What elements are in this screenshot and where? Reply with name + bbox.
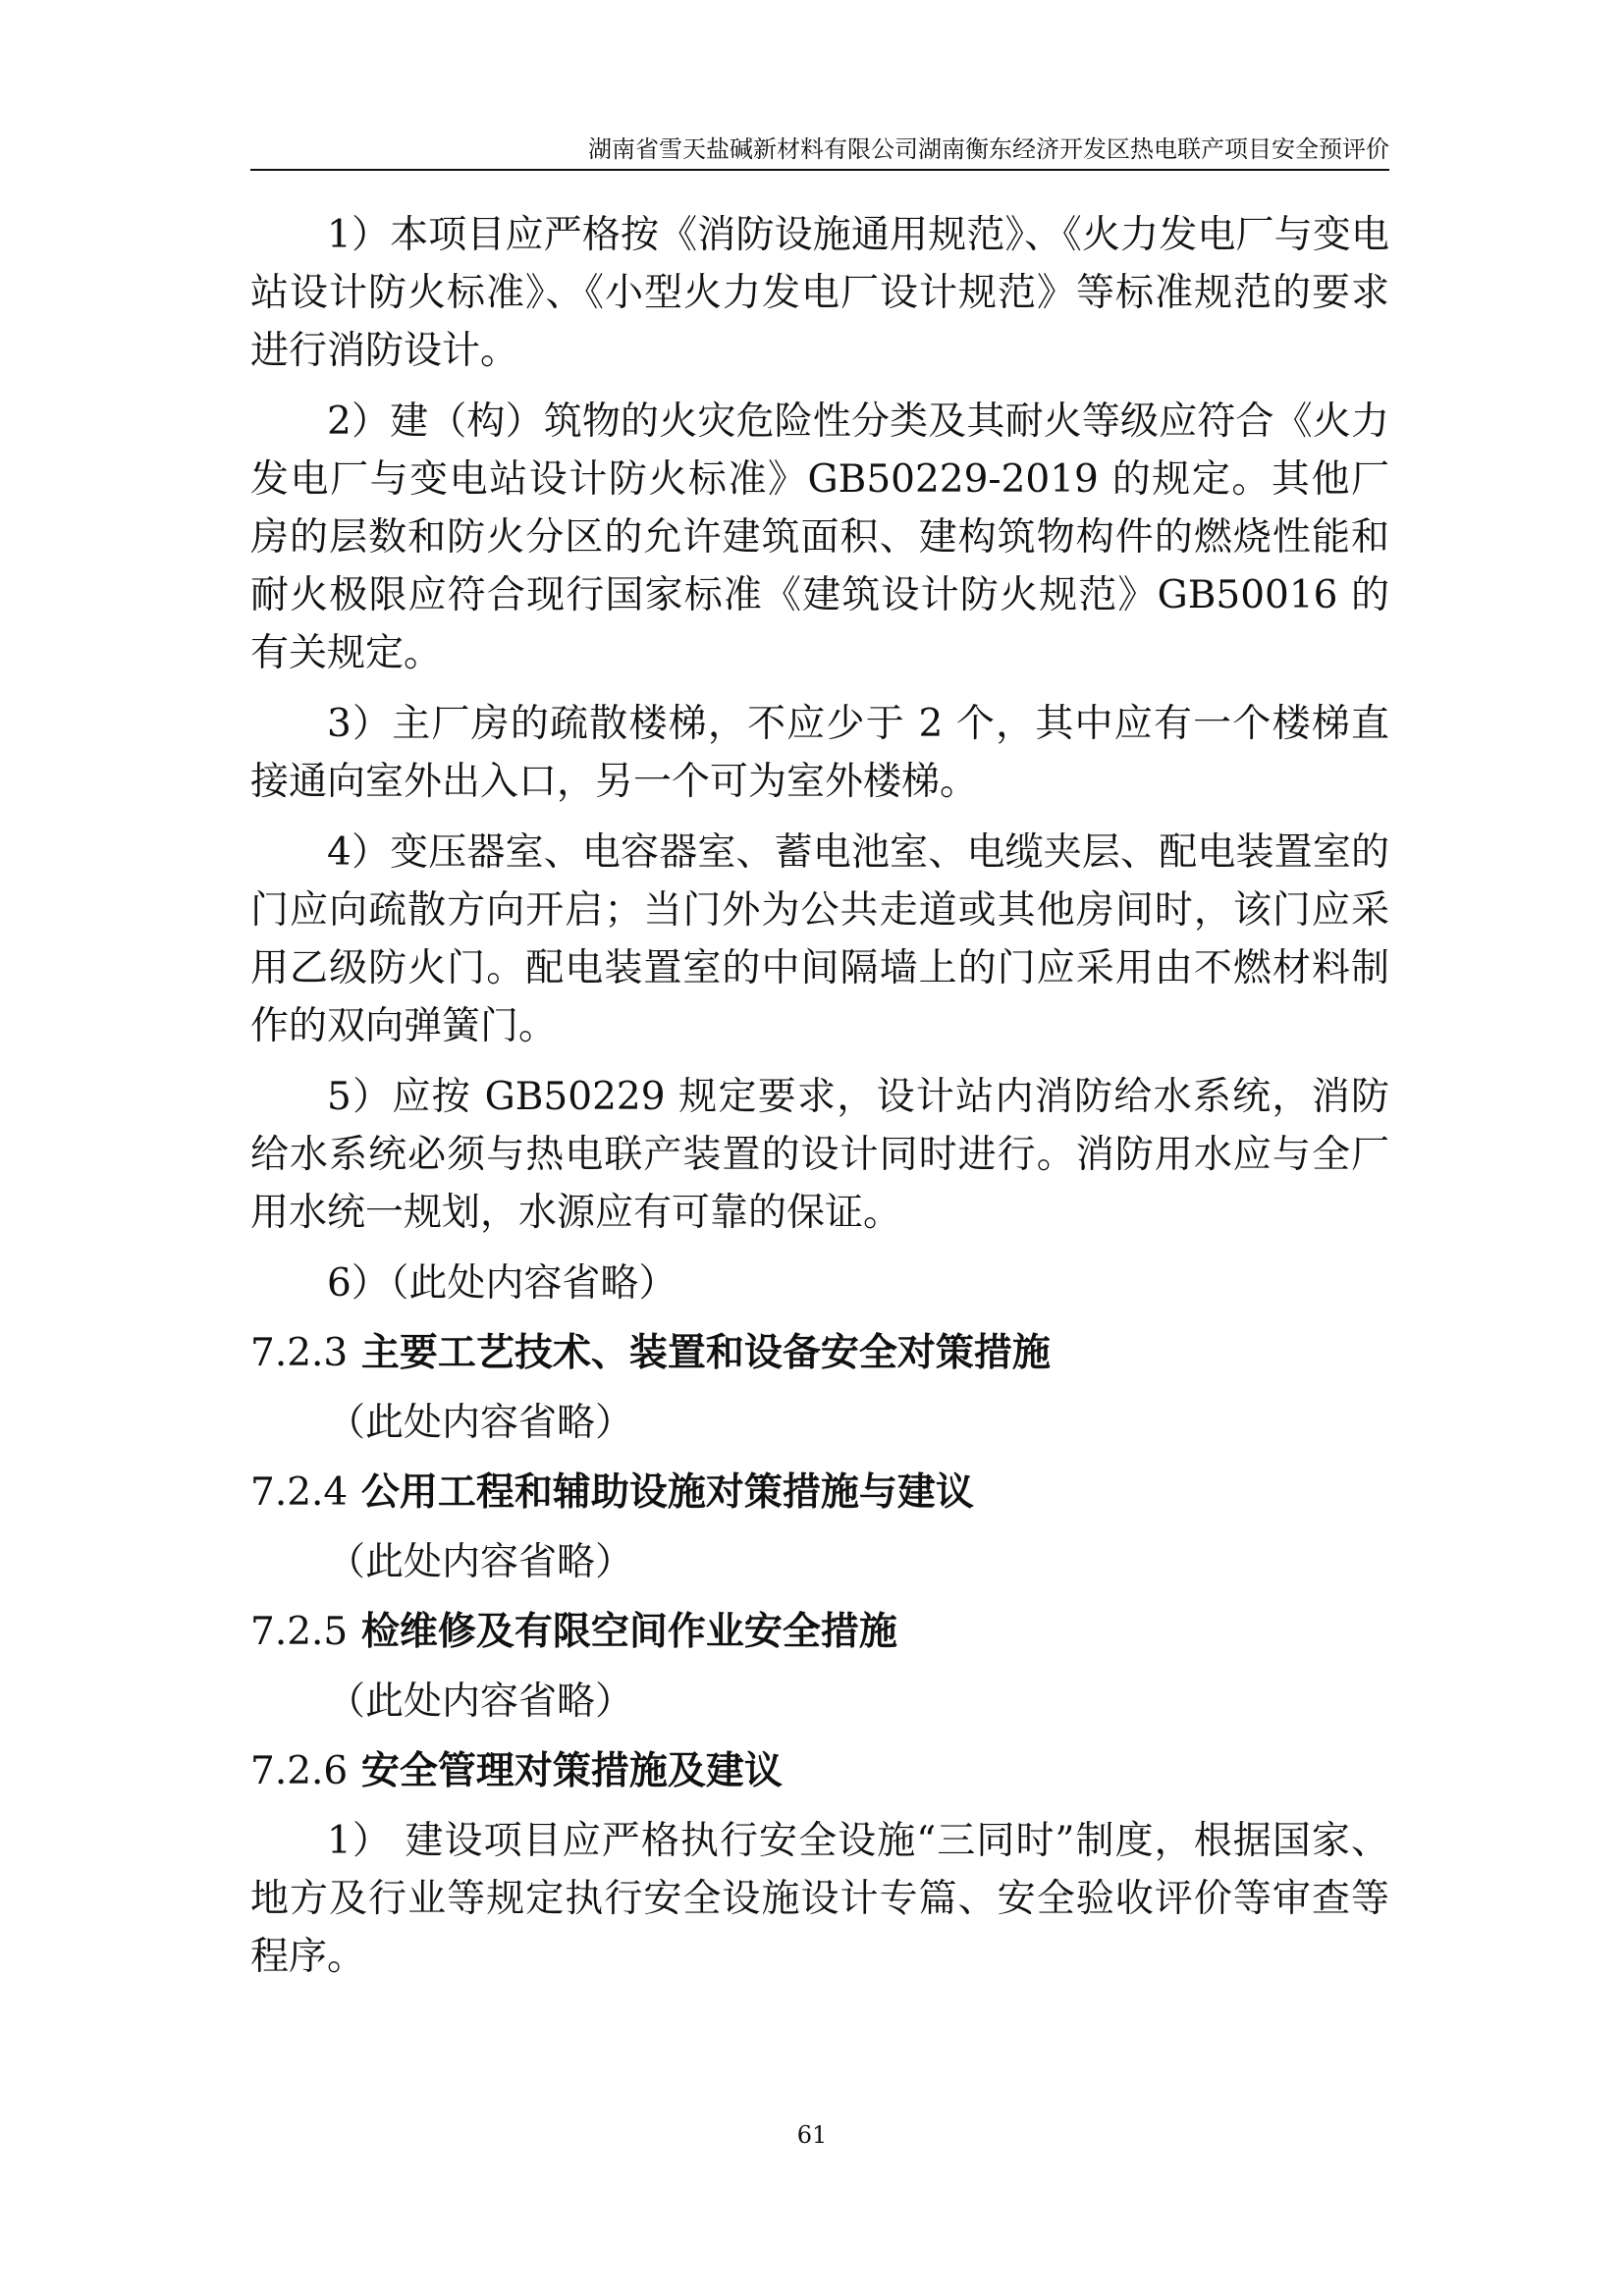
section-number: 7.2.5 [250,1610,349,1654]
section-heading-7-2-4 [250,1464,1389,1522]
page-number: 61 [796,2121,828,2149]
paragraph-omitted: （此处内容省略） [327,1401,634,1445]
section-heading-7-2-6 [250,1742,1389,1800]
paragraph-fire-water-supply: 5）应按 GB50229 规定要求，设计站内消防给水系统，消防给水系统必须与热电联产装置的设计同时进行。消防用水应与全厂用水统一规划，水源应有可靠的保证。 [250,1075,1389,1235]
running-header: 湖南省雪天盐碱新材料有限公司湖南衡东经济开发区热电联产项目安全预评价 [250,130,1389,171]
paragraph-omitted: （此处内容省略） [327,1540,634,1584]
paragraph-three-simultaneous: 1） 建设项目应严格执行安全设施“三同时”制度，根据国家、地方及行业等规定执行安全设施设计专篇、安全验收评价等审查等程序。 [250,1819,1389,1979]
paragraph-omitted: （此处内容省略） [327,1680,634,1724]
section-title: 检维修及有限空间作业安全措施 [360,1609,897,1654]
section-title: 安全管理对策措施及建议 [360,1748,783,1793]
document-body [250,206,1389,1999]
paragraph-evacuation-stairs: 3）主厂房的疏散楼梯，不应少于 2 个，其中应有一个楼梯直接通向室外出入口，另一个可为室外楼梯。 [250,702,1389,804]
section-number: 7.2.3 [250,1331,349,1375]
paragraph-fire-resistance-classification: 2）建（构）筑物的火灾危险性分类及其耐火等级应符合《火力发电厂与变电站设计防火标准》GB50229-2019 的规定。其他厂房的层数和防火分区的允许建筑面积、建构筑物构件的燃烧性能和耐火极限应符合现行国家标准《建筑设计防火规范》GB50016 的有关规定。 [250,400,1389,675]
paragraph-fire-design-standards: 1）本项目应严格按《消防设施通用规范》、《火力发电厂与变电站设计防火标准》、《小型火力发电厂设计规范》等标准规范的要求进行消防设计。 [250,213,1389,373]
section-number: 7.2.6 [250,1749,349,1793]
section-heading-7-2-3 [250,1324,1389,1382]
section-title: 公用工程和辅助设施对策措施与建议 [360,1469,974,1515]
section-heading-7-2-5 [250,1603,1389,1661]
paragraph-item-6-omitted: 6）（此处内容省略） [327,1261,677,1306]
paragraph-fire-doors: 4）变压器室、电容器室、蓄电池室、电缆夹层、配电装置室的门应向疏散方向开启；当门外为公共走道或其他房间时，该门应采用乙级防火门。配电装置室的中间隔墙上的门应采用由不燃材料制作的双向弹簧门。 [250,830,1389,1048]
section-title: 主要工艺技术、装置和设备安全对策措施 [360,1330,1051,1375]
section-number: 7.2.4 [250,1470,349,1515]
